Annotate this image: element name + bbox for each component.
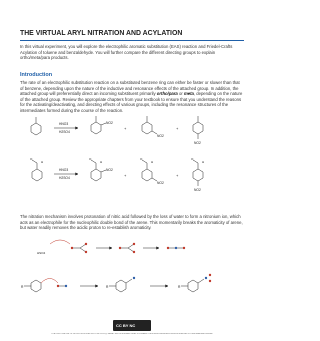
h-label: H — [41, 160, 44, 164]
arrow-head — [96, 285, 99, 287]
nitronium-formation-scheme — [37, 240, 185, 255]
footer-license-text: THE VIRTUAL ARYL NITRATION AND ACYLATION by Susan Sun is licensed under a Creative Commons Attribution-NonCommercial 4.0 International License. — [50, 333, 214, 335]
no2-label: NO2 — [157, 134, 164, 138]
no2-label: NO2 — [157, 181, 164, 185]
reagent-h2so4: H2SO4 — [59, 130, 70, 134]
plus-sign: + — [124, 126, 127, 131]
hso4-label: HSO4 — [37, 251, 46, 255]
page-title: THE VIRTUAL ARYL NITRATION AND ACYLATION — [20, 30, 183, 37]
ortho-aldehyde-product — [91, 160, 106, 181]
o-label: O — [89, 157, 92, 161]
reagent-hno3: HNO3 — [59, 122, 69, 126]
o-label: O — [191, 157, 194, 161]
meta-product — [142, 116, 157, 134]
intro-text-1: The rate of an electrophilic substitution reaction on a substituted benzene ring can either be faster or slower than that of benzene, depending upon the nature of the inductive and resonance effects of the attached group. In addition, the attached group will preferentially direct an incoming substituent primarily — [20, 80, 240, 96]
para-product — [193, 116, 203, 139]
r-label: R — [106, 285, 109, 289]
license-badge-text: CC BY NC — [116, 323, 136, 328]
curved-arrow — [50, 240, 70, 244]
arrow-head — [166, 285, 169, 287]
arene-attack-scheme — [21, 274, 211, 292]
h-label: H — [100, 160, 103, 164]
h-label: H — [151, 160, 154, 164]
intro-text-3: , depending on the nature of the attached group. Review the appropriate chapters from your textbook to ensure that you understand the reasons for the activating/deactivating, and directing effects of various groups, including the resonance structures of the intermediates formed during the course of the reaction. — [20, 91, 243, 113]
intro-paragraph: In this virtual experiment, you will explore the electrophilic aromatic substitution (EAS) reaction and Friedel-Crafts Acylation of toluene and benzaldehyde. You will further compare the different directing groups to explain ortho/meta/para products. — [20, 44, 233, 60]
curved-arrow — [41, 279, 58, 284]
section-heading: Introduction — [20, 72, 53, 78]
reagent-h2so4: H2SO4 — [59, 176, 70, 180]
plus-sign: + — [176, 173, 179, 178]
o-label: O — [30, 157, 33, 161]
arrow-head — [76, 173, 79, 175]
no2-label: NO2 — [106, 168, 113, 172]
h-label: H — [202, 160, 205, 164]
plus-sign: + — [176, 126, 179, 131]
no2-label: NO2 — [106, 121, 113, 125]
toluene-reactant — [31, 117, 41, 135]
reagent-hno3: HNO3 — [59, 168, 69, 172]
arrow-head — [110, 247, 113, 249]
o-label: O — [140, 157, 143, 161]
r-label: R — [178, 285, 181, 289]
intro-text-2: or — [177, 91, 184, 96]
mechanism-paragraph: The nitration mechanism involves protonation of nitric acid followed by the loss of water to form a nitronium ion, which acts as an electrophile for the nucleophilic double bond of the arene. This momentarily breaks the aromaticity of arene, but water readily removes the acidic proton to re-establish aromaticity. — [20, 214, 243, 230]
ortho-product — [91, 116, 106, 134]
plus-sign: + — [124, 173, 127, 178]
arrow-head — [157, 247, 160, 249]
ortho-para-term: ortho/para — [156, 91, 178, 96]
r-label: R — [21, 285, 24, 289]
license-badge[interactable] — [113, 320, 151, 331]
no2-label: NO2 — [194, 188, 201, 192]
meta-aldehyde-product — [142, 160, 157, 181]
no2-label: NO2 — [194, 141, 201, 145]
arrow-head — [76, 127, 79, 129]
meta-term: meta — [183, 91, 194, 96]
